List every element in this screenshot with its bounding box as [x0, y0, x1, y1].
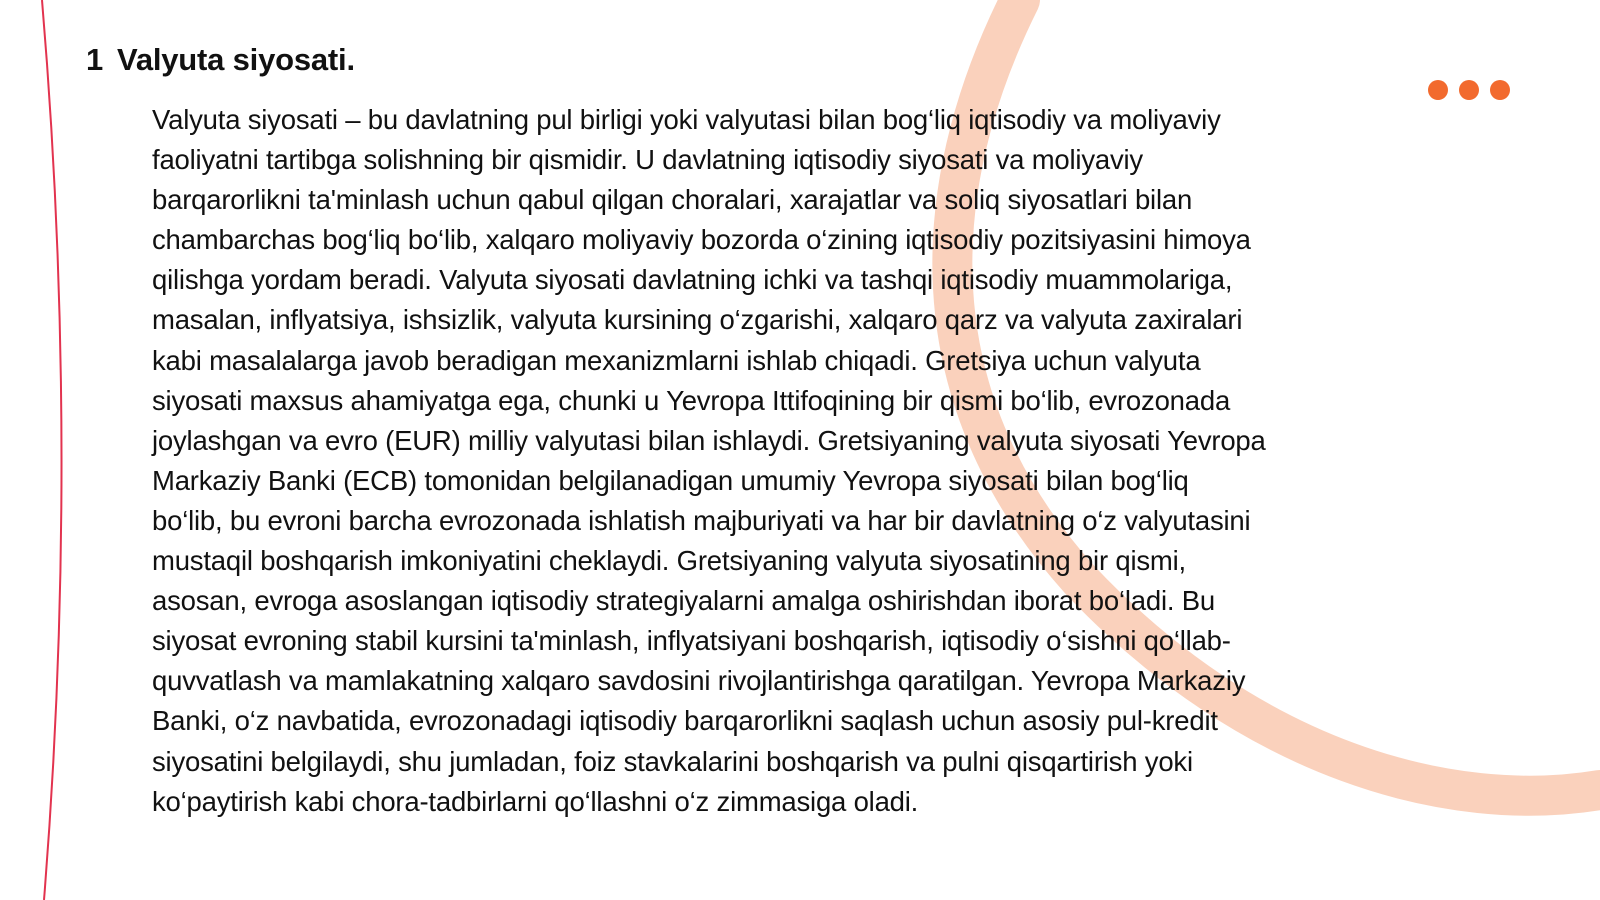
paragraph-line: siyosatini belgilaydi, shu jumladan, foiz stavkalarini boshqarish va pulni qisqartirish yoki	[152, 745, 1193, 777]
paragraph-line: chambarchas bog‘liq bo‘lib, xalqaro moliyaviy bozorda o‘zining iqtisodiy pozitsiyasini himoya	[152, 224, 1251, 256]
paragraph-line: qilishga yordam beradi. Valyuta siyosati davlatning ichki va tashqi iqtisodiy muammolariga,	[152, 264, 1233, 296]
dot	[1490, 80, 1510, 100]
paragraph-line: Valyuta siyosati – bu davlatning pul birligi yoki valyutasi bilan bog‘liq iqtisodiy va moliyaviy	[152, 104, 1221, 135]
paragraph-line: kabi masalalarga javob beradigan mexanizmlarni ishlab chiqadi. Gretsiya uchun valyuta	[152, 344, 1201, 376]
paragraph-line: bo‘lib, bu evroni barcha evrozonada ishlatish majburiyati va har bir davlatning o‘z valyutasini	[152, 504, 1251, 536]
left-curve-line	[42, 0, 62, 900]
paragraph-line: Banki, o‘z navbatida, evrozonadagi iqtisodiy barqarorlikni saqlash uchun asosiy pul-kredit	[152, 705, 1218, 737]
paragraph-line: siyosati maxsus ahamiyatga ega, chunki u Yevropa Ittifoqining bir qismi bo‘lib, evrozonada	[152, 384, 1231, 416]
paragraph-line: faoliyatni tartibga solishning bir qismidir. U davlatning iqtisodiy siyosati va moliyaviy	[152, 144, 1143, 176]
paragraph-line: mustaqil boshqarish imkoniyatini cheklaydi. Gretsiyaning valyuta siyosatining bir qismi,	[152, 545, 1186, 577]
body-paragraph	[152, 100, 1412, 822]
more-dots-icon	[1428, 80, 1510, 100]
slide-heading	[86, 42, 355, 78]
heading-text: Valyuta siyosati.	[117, 42, 355, 77]
paragraph-line: siyosat evroning stabil kursini ta'minlash, inflyatsiyani boshqarish, iqtisodiy o‘sishni qo‘llab-	[152, 625, 1231, 657]
paragraph-line: masalan, inflyatsiya, ishsizlik, valyuta kursining o‘zgarishi, xalqaro qarz va valyuta zaxiralari	[152, 304, 1243, 336]
paragraph-line: barqarorlikni ta'minlash uchun qabul qilgan choralari, xarajatlar va soliq siyosatlari bilan	[152, 184, 1193, 216]
dot	[1428, 80, 1448, 100]
paragraph-line: asosan, evroga asoslangan iqtisodiy strategiyalarni amalga oshirishdan iborat bo‘ladi. Bu	[152, 585, 1215, 617]
paragraph-line: joylashgan va evro (EUR) milliy valyutasi bilan ishlaydi. Gretsiyaning valyuta siyosati Yevropa	[152, 424, 1266, 456]
paragraph-line: ko‘paytirish kabi chora-tadbirlarni qo‘llashni o‘z zimmasiga oladi.	[152, 785, 919, 817]
paragraph-line: quvvatlash va mamlakatning xalqaro savdosini rivojlantirishga qaratilgan. Yevropa Markaziy	[152, 665, 1246, 697]
heading-number: 1	[86, 42, 104, 77]
dot	[1459, 80, 1479, 100]
paragraph-line: Markaziy Banki (ECB) tomonidan belgilanadigan umumiy Yevropa siyosati bilan bog‘liq	[152, 464, 1189, 496]
